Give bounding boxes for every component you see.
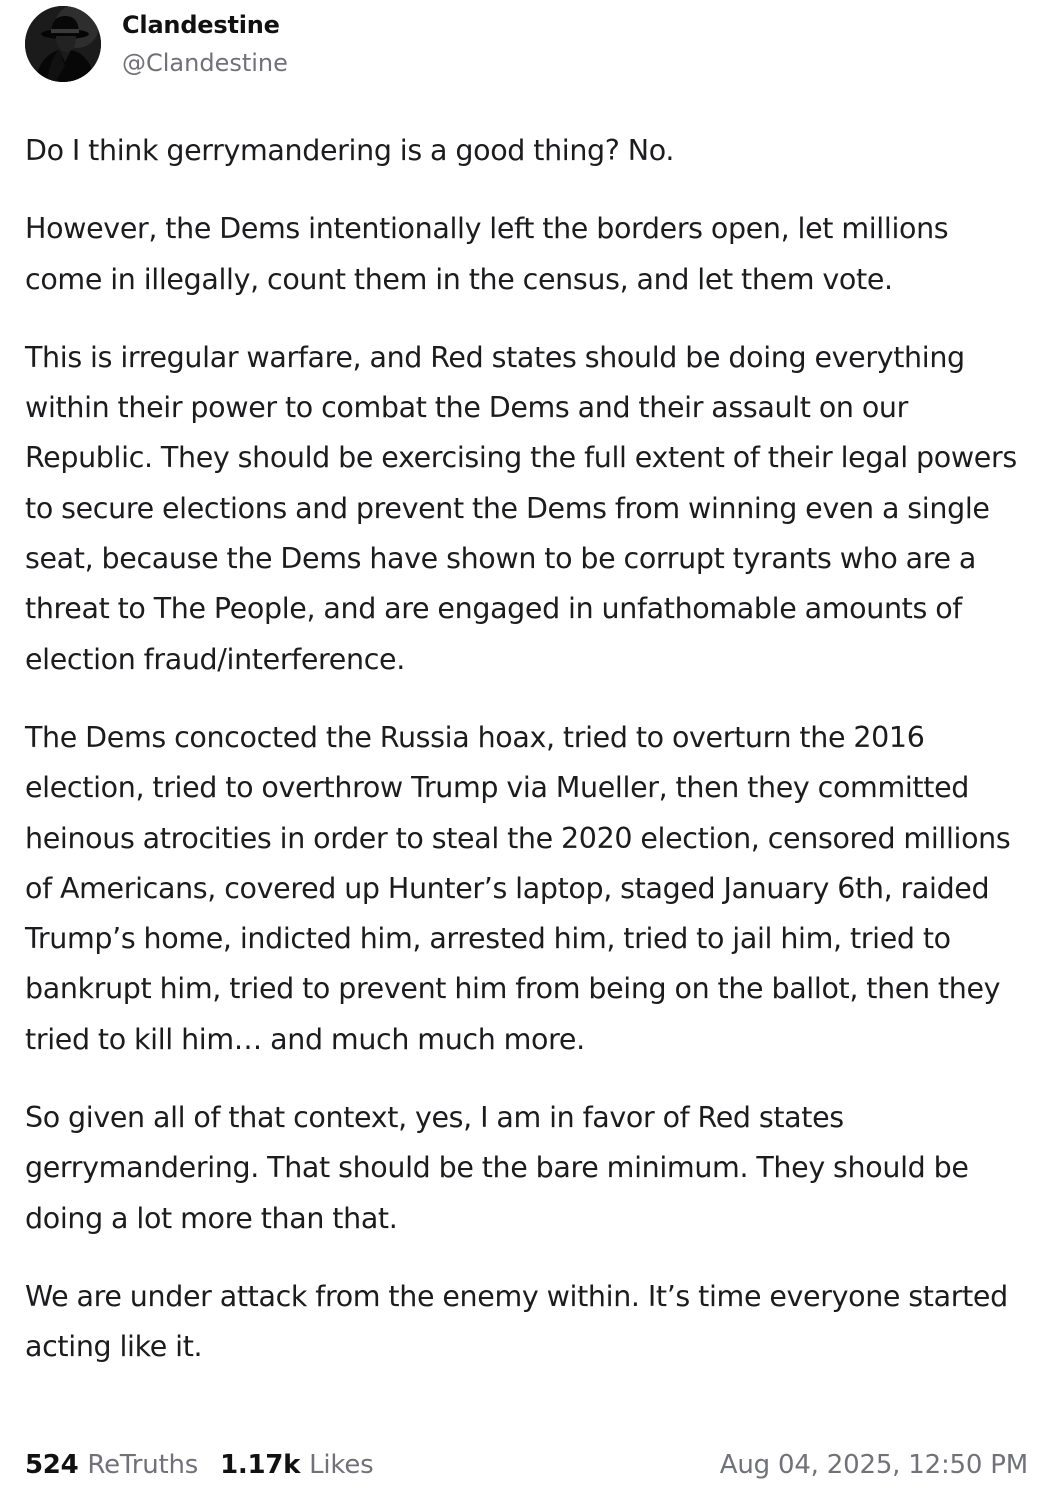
retruths-label: ReTruths: [87, 1450, 199, 1480]
likes-count: 1.17k: [220, 1450, 301, 1480]
likes-label: Likes: [309, 1450, 374, 1480]
post-paragraph: The Dems concocted the Russia hoax, tried to overturn the 2016 election, tried to overthrow Trump via Mueller, then they committed heinous atrocities in order to steal the 2020 election, censored millions of Americans, covered up Hunter’s laptop, staged January 6th, raided Trump’s home, indicted him, arrested him, tried to jail him, tried to bankrupt him, tried to prevent him from being on the ballot, then they tried to kill him… and much much more.: [25, 720, 1011, 1056]
author-names: [122, 10, 288, 78]
post-paragraph: This is irregular warfare, and Red states should be doing everything within their power to combat the Dems and their assault on our Republic. They should be exercising the full extent of their legal powers to secure elections and prevent the Dems from winning even a single seat, because the Dems have shown to be corrupt tyrants who are a threat to The People, and are engaged in unfathomable amounts of election fraud/interference.: [25, 340, 1017, 676]
author-handle[interactable]: @Clandestine: [122, 49, 288, 77]
post-paragraph: However, the Dems intentionally left the borders open, let millions come in illegally, count them in the census, and let them vote.: [25, 212, 949, 296]
post-timestamp[interactable]: Aug 04, 2025, 12:50 PM: [719, 1450, 1028, 1480]
post-paragraph: So given all of that context, yes, I am in favor of Red states gerrymandering. That should be the bare minimum. They should be doing a lot more than that.: [25, 1101, 969, 1235]
post-header: [25, 6, 288, 82]
spy-silhouette-icon: [25, 6, 101, 82]
post-paragraph: Do I think gerrymandering is a good thing? No.: [25, 134, 675, 167]
avatar[interactable]: [25, 6, 101, 82]
retruths-count: 524: [25, 1450, 79, 1480]
post-paragraph: We are under attack from the enemy within. It’s time everyone started acting like it.: [25, 1279, 1008, 1364]
author-display-name[interactable]: Clandestine: [122, 11, 280, 39]
post-footer: [25, 1440, 1028, 1490]
retruths-stat[interactable]: [25, 1450, 198, 1480]
likes-stat[interactable]: [220, 1450, 373, 1480]
post-body: [25, 126, 1030, 1401]
post-stats: [25, 1450, 395, 1480]
